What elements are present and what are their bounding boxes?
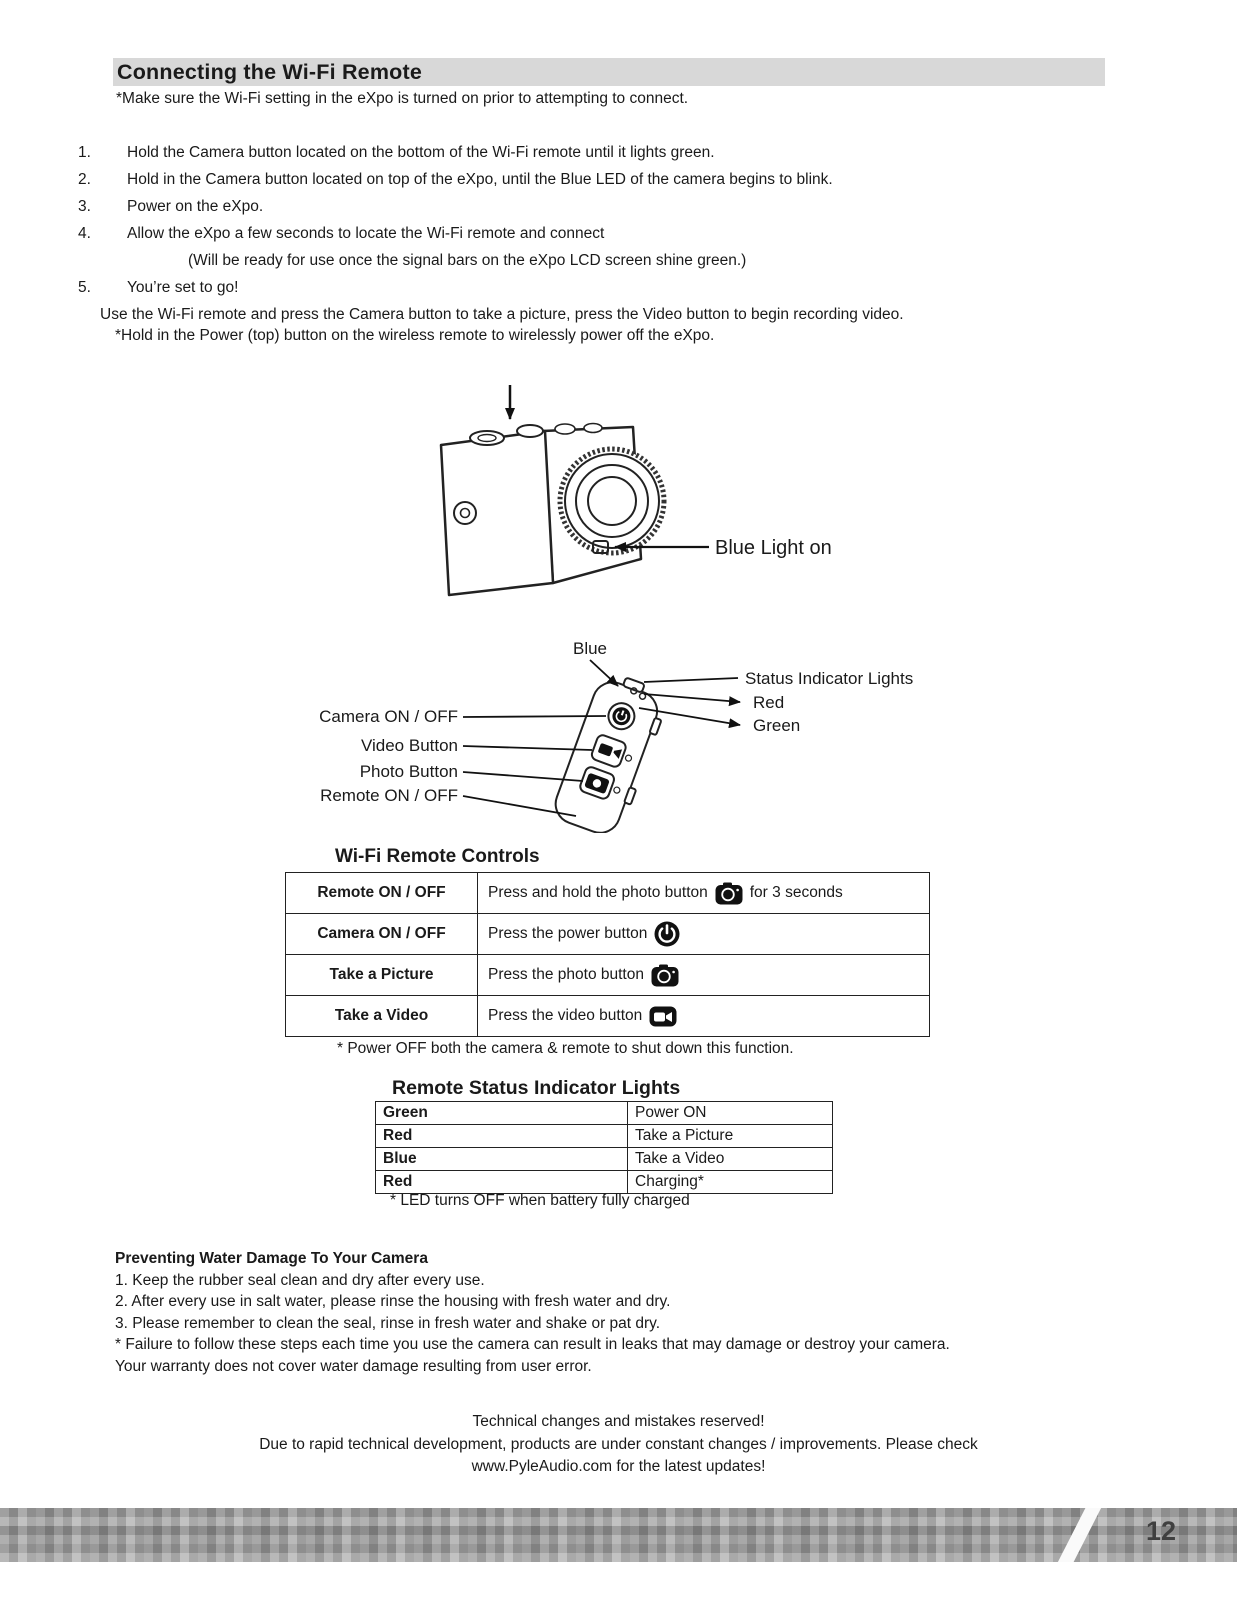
control-desc-text: Press the photo button	[488, 966, 644, 983]
blue-light-label: Blue Light on	[715, 537, 832, 559]
step-text: Hold in the Camera button located on top of the eXpo, until the Blue LED of the camera begins to blink.	[127, 171, 833, 188]
status-meaning-cell: Charging*	[635, 1173, 704, 1190]
page-title: Connecting the Wi-Fi Remote	[117, 59, 423, 84]
footer-band	[0, 1508, 1237, 1562]
control-label-cell: Take a Video	[286, 996, 478, 1036]
label-remote-on-off: Remote ON / OFF	[320, 786, 458, 805]
page-number: 12	[1146, 1516, 1177, 1546]
step-text: Allow the eXpo a few seconds to locate the Wi-Fi remote and connect	[127, 225, 605, 242]
steps-list	[78, 143, 1153, 346]
control-label-cell: Camera ON / OFF	[286, 914, 478, 954]
step-item	[78, 278, 1153, 298]
status-row	[376, 1148, 832, 1171]
controls-row	[286, 914, 929, 955]
label-status-indicator-lights: Status Indicator Lights	[745, 669, 914, 688]
controls-table	[285, 872, 930, 1037]
video-button-icon	[649, 1005, 677, 1028]
step-item	[78, 143, 1153, 163]
label-video-button: Video Button	[360, 736, 458, 755]
step-text: You’re set to go!	[127, 279, 239, 296]
status-color-cell: Red	[376, 1171, 628, 1193]
water-damage-line: 3. Please remember to clean the seal, rinse in fresh water and shake or pat dry.	[115, 1314, 661, 1332]
control-desc-text: Press the video button	[488, 1007, 643, 1024]
remote-diagram	[290, 638, 950, 833]
control-label-cell: Remote ON / OFF	[286, 873, 478, 913]
label-green: Green	[753, 716, 801, 735]
subtitle-note: *Make sure the Wi-Fi setting in the eXpo is turned on prior to attempting to connect.	[116, 90, 689, 107]
controls-table-title: Wi-Fi Remote Controls	[335, 846, 540, 867]
controls-footnote: * Power OFF both the camera & remote to shut down this function.	[337, 1040, 794, 1057]
section-title-bar	[113, 58, 1105, 86]
status-color-cell: Green	[376, 1102, 628, 1124]
control-desc-text: Press the power button	[488, 925, 648, 942]
photo-button-icon	[715, 882, 743, 905]
power-off-note: *Hold in the Power (top) button on the wireless remote to wirelessly power off the eXpo.	[115, 327, 715, 344]
remote-body	[550, 669, 671, 833]
controls-row	[286, 873, 929, 914]
camera-body	[441, 431, 553, 595]
tech-note-line: www.PyleAudio.com for the latest updates!	[471, 1458, 766, 1475]
step-number: 4.	[78, 225, 91, 242]
power-button-icon	[654, 921, 680, 947]
status-row	[376, 1171, 832, 1193]
label-red: Red	[753, 693, 785, 712]
usage-note: Use the Wi-Fi remote and press the Camera button to take a picture, press the Video button to begin recording video.	[100, 306, 904, 323]
status-meaning-cell: Take a Picture	[635, 1127, 734, 1144]
camera-on-off-pointer	[463, 716, 606, 717]
controls-row	[286, 955, 929, 996]
step-subnote: (Will be ready for use once the signal bars on the eXpo LCD screen shine green.)	[188, 252, 747, 269]
step-item	[78, 170, 1153, 190]
step-text: Power on the eXpo.	[127, 198, 264, 215]
status-table-title: Remote Status Indicator Lights	[392, 1077, 681, 1099]
control-desc-cell	[478, 914, 929, 954]
control-desc-after: for 3 seconds	[749, 884, 843, 901]
step-number: 3.	[78, 198, 91, 215]
water-damage-line: Your warranty does not cover water damage resulting from user error.	[115, 1357, 592, 1375]
status-footnote: * LED turns OFF when battery fully charged	[390, 1192, 690, 1209]
status-meaning-cell: Take a Video	[635, 1150, 725, 1167]
label-camera-on-off: Camera ON / OFF	[319, 707, 458, 726]
status-row	[376, 1125, 832, 1148]
water-damage-line: 1. Keep the rubber seal clean and dry after every use.	[115, 1271, 485, 1289]
status-pointer	[644, 678, 738, 682]
tech-note-line: Technical changes and mistakes reserved!	[472, 1413, 765, 1430]
control-desc-cell	[478, 955, 929, 995]
remote-illustration	[290, 638, 950, 833]
red-pointer	[644, 694, 740, 702]
tech-note-line: Due to rapid technical development, products are under constant changes / improvements. Please check	[259, 1435, 978, 1453]
camera-illustration	[425, 383, 940, 615]
label-blue: Blue	[572, 639, 608, 658]
water-damage-title: Preventing Water Damage To Your Camera	[115, 1250, 428, 1267]
control-desc-cell	[478, 873, 929, 913]
photo-button-icon	[651, 964, 679, 987]
camera-diagram	[425, 383, 940, 615]
water-damage-line: 2. After every use in salt water, please rinse the housing with fresh water and dry.	[115, 1293, 671, 1310]
step-text: Hold the Camera button located on the bottom of the Wi-Fi remote until it lights green.	[127, 144, 715, 161]
technical-note	[0, 1411, 1237, 1479]
step-item	[78, 224, 1153, 244]
step-number: 2.	[78, 171, 91, 188]
control-label-cell: Take a Picture	[286, 955, 478, 995]
footer-diagonal-stripe	[1055, 1508, 1104, 1562]
water-damage-line: * Failure to follow these steps each time you use the camera can result in leaks that may damage or destroy your camera.	[115, 1336, 950, 1353]
status-table	[375, 1101, 833, 1194]
status-color-cell: Red	[376, 1125, 628, 1147]
controls-row	[286, 996, 929, 1036]
water-damage-section	[115, 1248, 1120, 1377]
video-button-pointer	[463, 746, 592, 750]
step-number: 1.	[78, 144, 91, 161]
control-desc-cell	[478, 996, 929, 1036]
status-row	[376, 1102, 832, 1125]
label-photo-button: Photo Button	[359, 762, 458, 781]
blue-pointer	[590, 660, 618, 686]
status-meaning-cell: Power ON	[635, 1104, 707, 1121]
step-number: 5.	[78, 279, 91, 296]
control-desc-text: Press and hold the photo button	[488, 884, 708, 901]
step-item	[78, 197, 1153, 217]
status-color-cell: Blue	[376, 1148, 628, 1170]
